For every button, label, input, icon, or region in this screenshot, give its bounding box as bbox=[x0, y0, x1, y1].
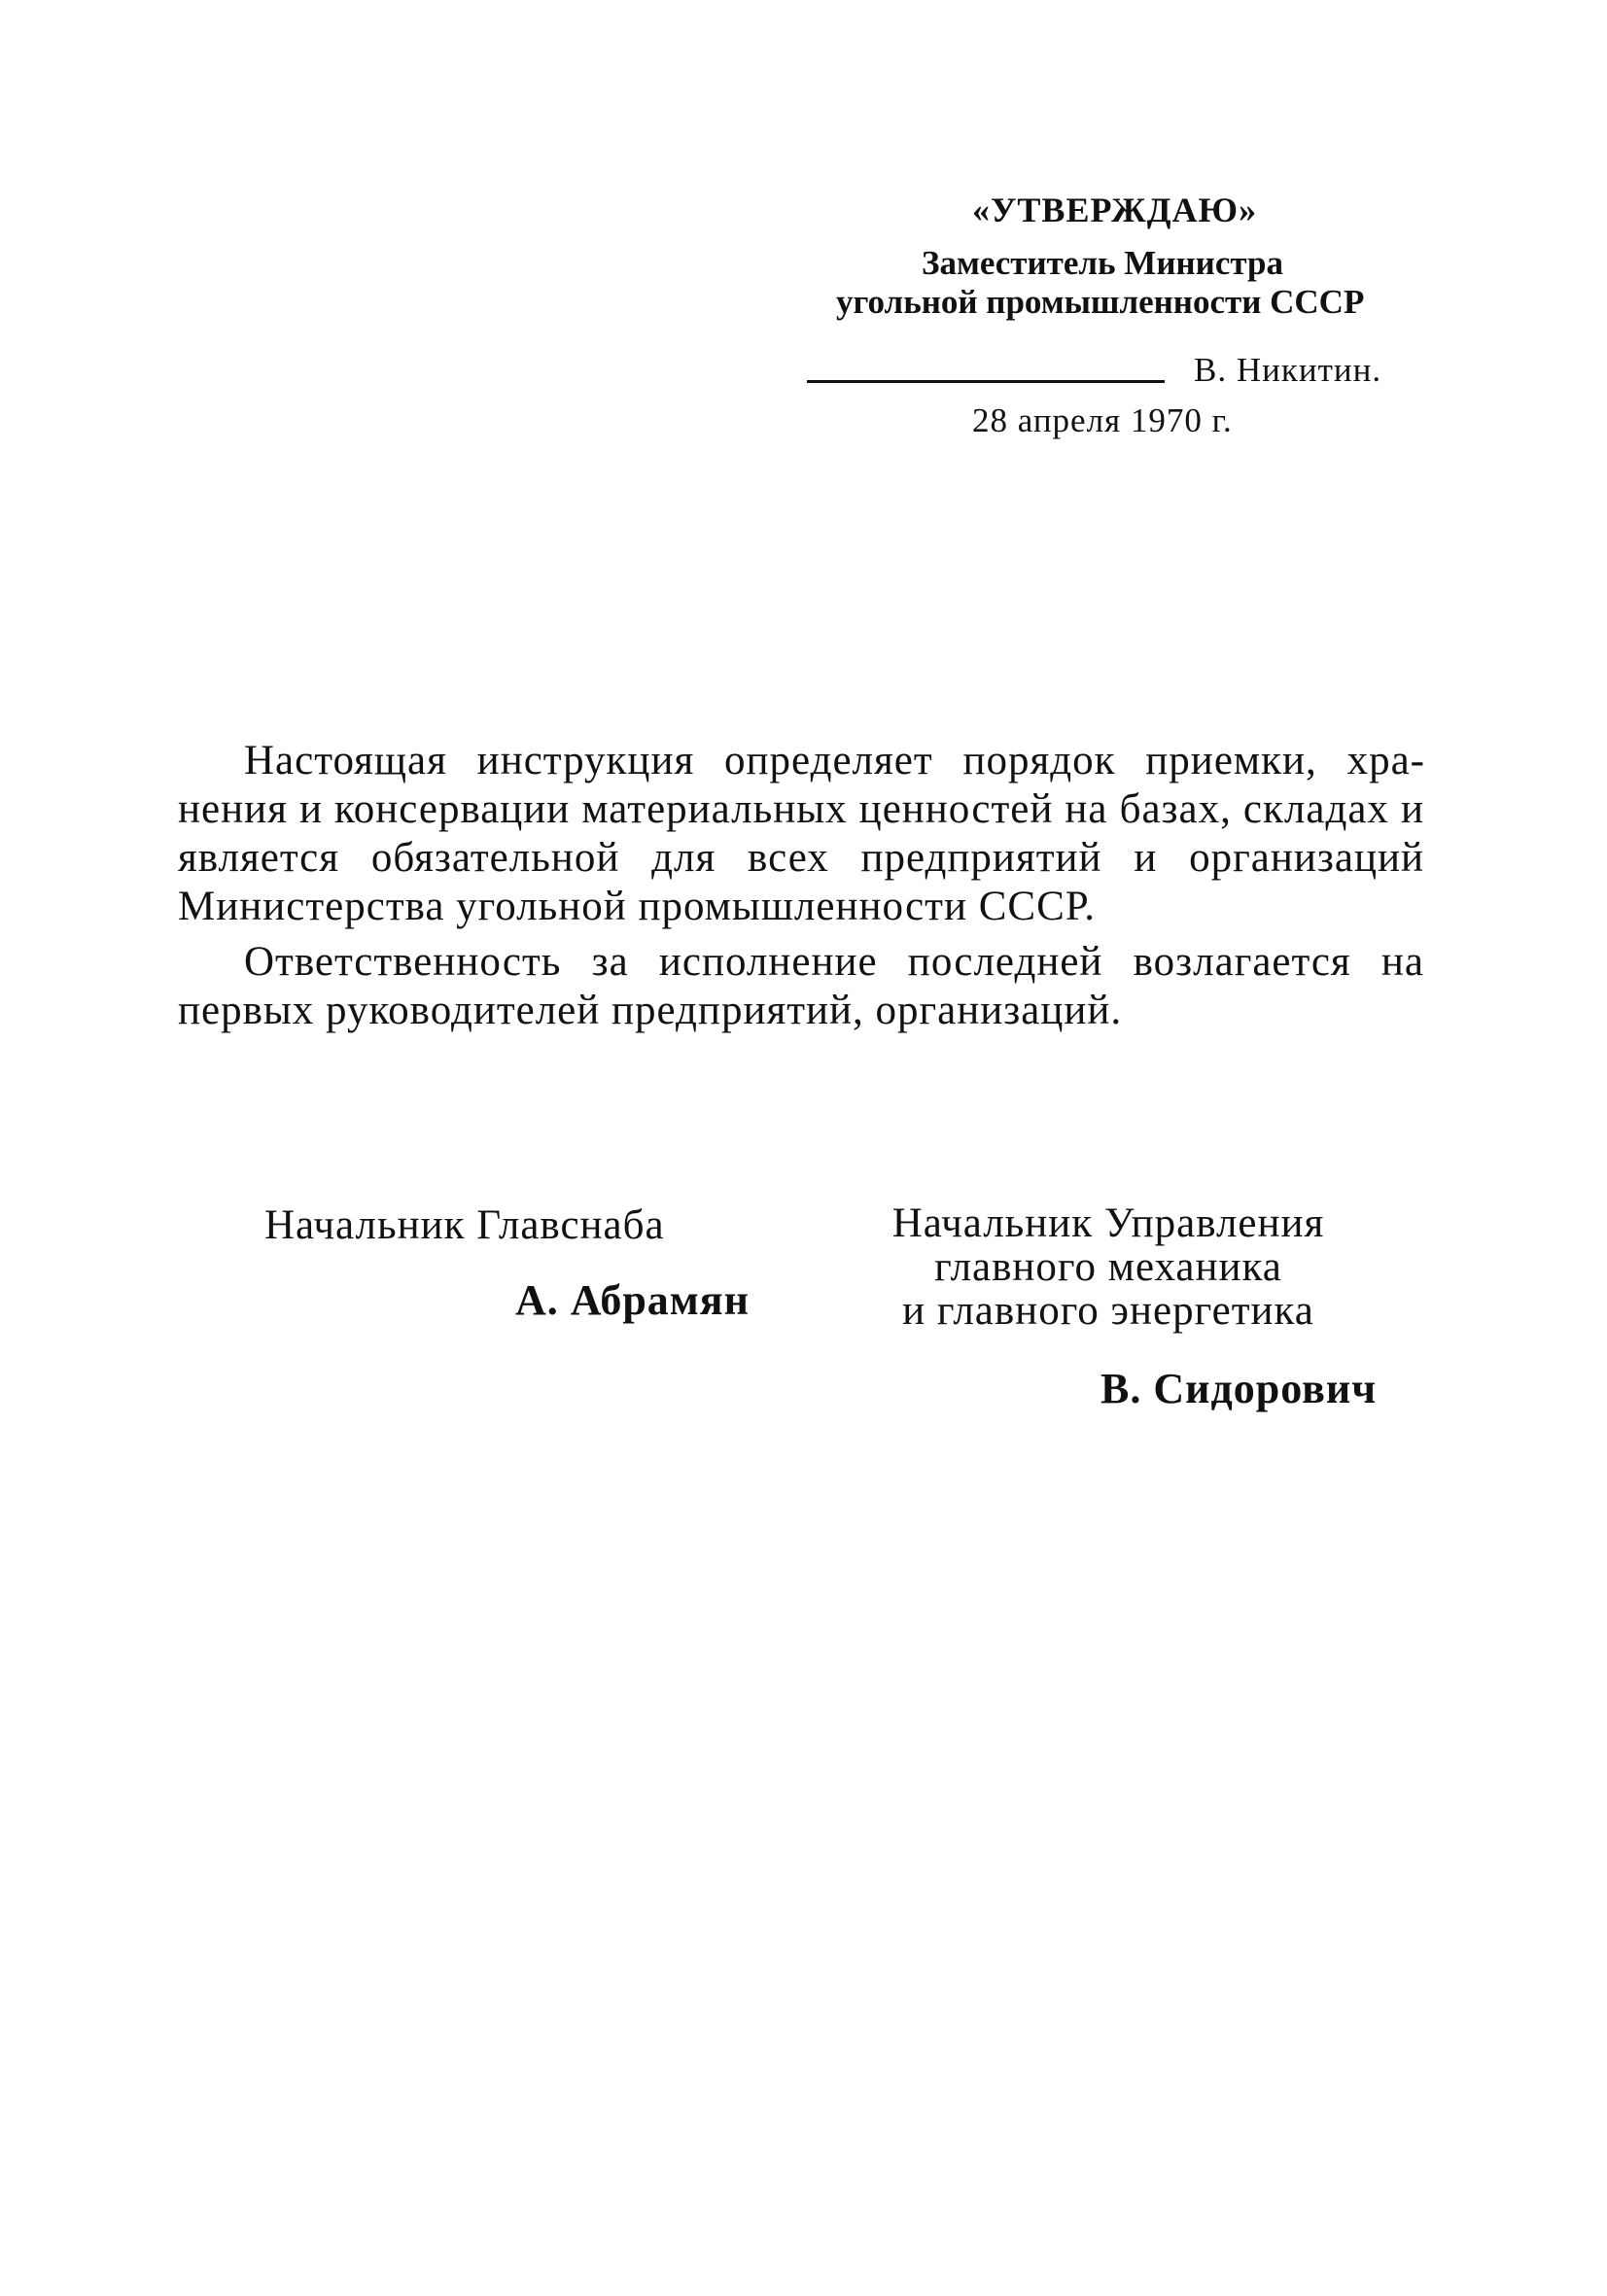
right-signatory-title-line1: Начальник Управления bbox=[891, 1200, 1325, 1246]
approval-date: 28 апреля 1970 г. bbox=[972, 401, 1233, 439]
approver-position-line1: Заместитель Министра bbox=[922, 244, 1283, 282]
signature-line bbox=[807, 380, 1165, 383]
right-signatory-title-line3: и главного энергетика bbox=[902, 1288, 1314, 1334]
approval-title: «УТВЕРЖДАЮ» bbox=[972, 191, 1258, 229]
left-signatory-title: Начальник Главснаба bbox=[264, 1202, 665, 1248]
right-signatory-title-line2: главного механика bbox=[934, 1244, 1282, 1290]
left-signatory-name: А. Абрамян bbox=[515, 1276, 750, 1324]
approver-position-line2: угольной промышленности СССР bbox=[836, 283, 1365, 321]
approver-name: В. Никитин. bbox=[1194, 351, 1382, 389]
instruction-text bbox=[178, 737, 1424, 1035]
paragraph-scope: Настоящая инструкция определяет порядок приемки, хранения и консервации материальных ценностей на базах, складах и является обязательной для всех предприятий и организаций Министерства угольной промышленности СССР. bbox=[178, 738, 1424, 929]
paragraph-responsibility: Ответственность за исполнение последней возлагается на первых руководителей предприятий, организаций. bbox=[178, 939, 1424, 1033]
right-signatory-name: В. Сидорович bbox=[1100, 1365, 1378, 1412]
right-signatory-title bbox=[856, 1201, 1361, 1333]
